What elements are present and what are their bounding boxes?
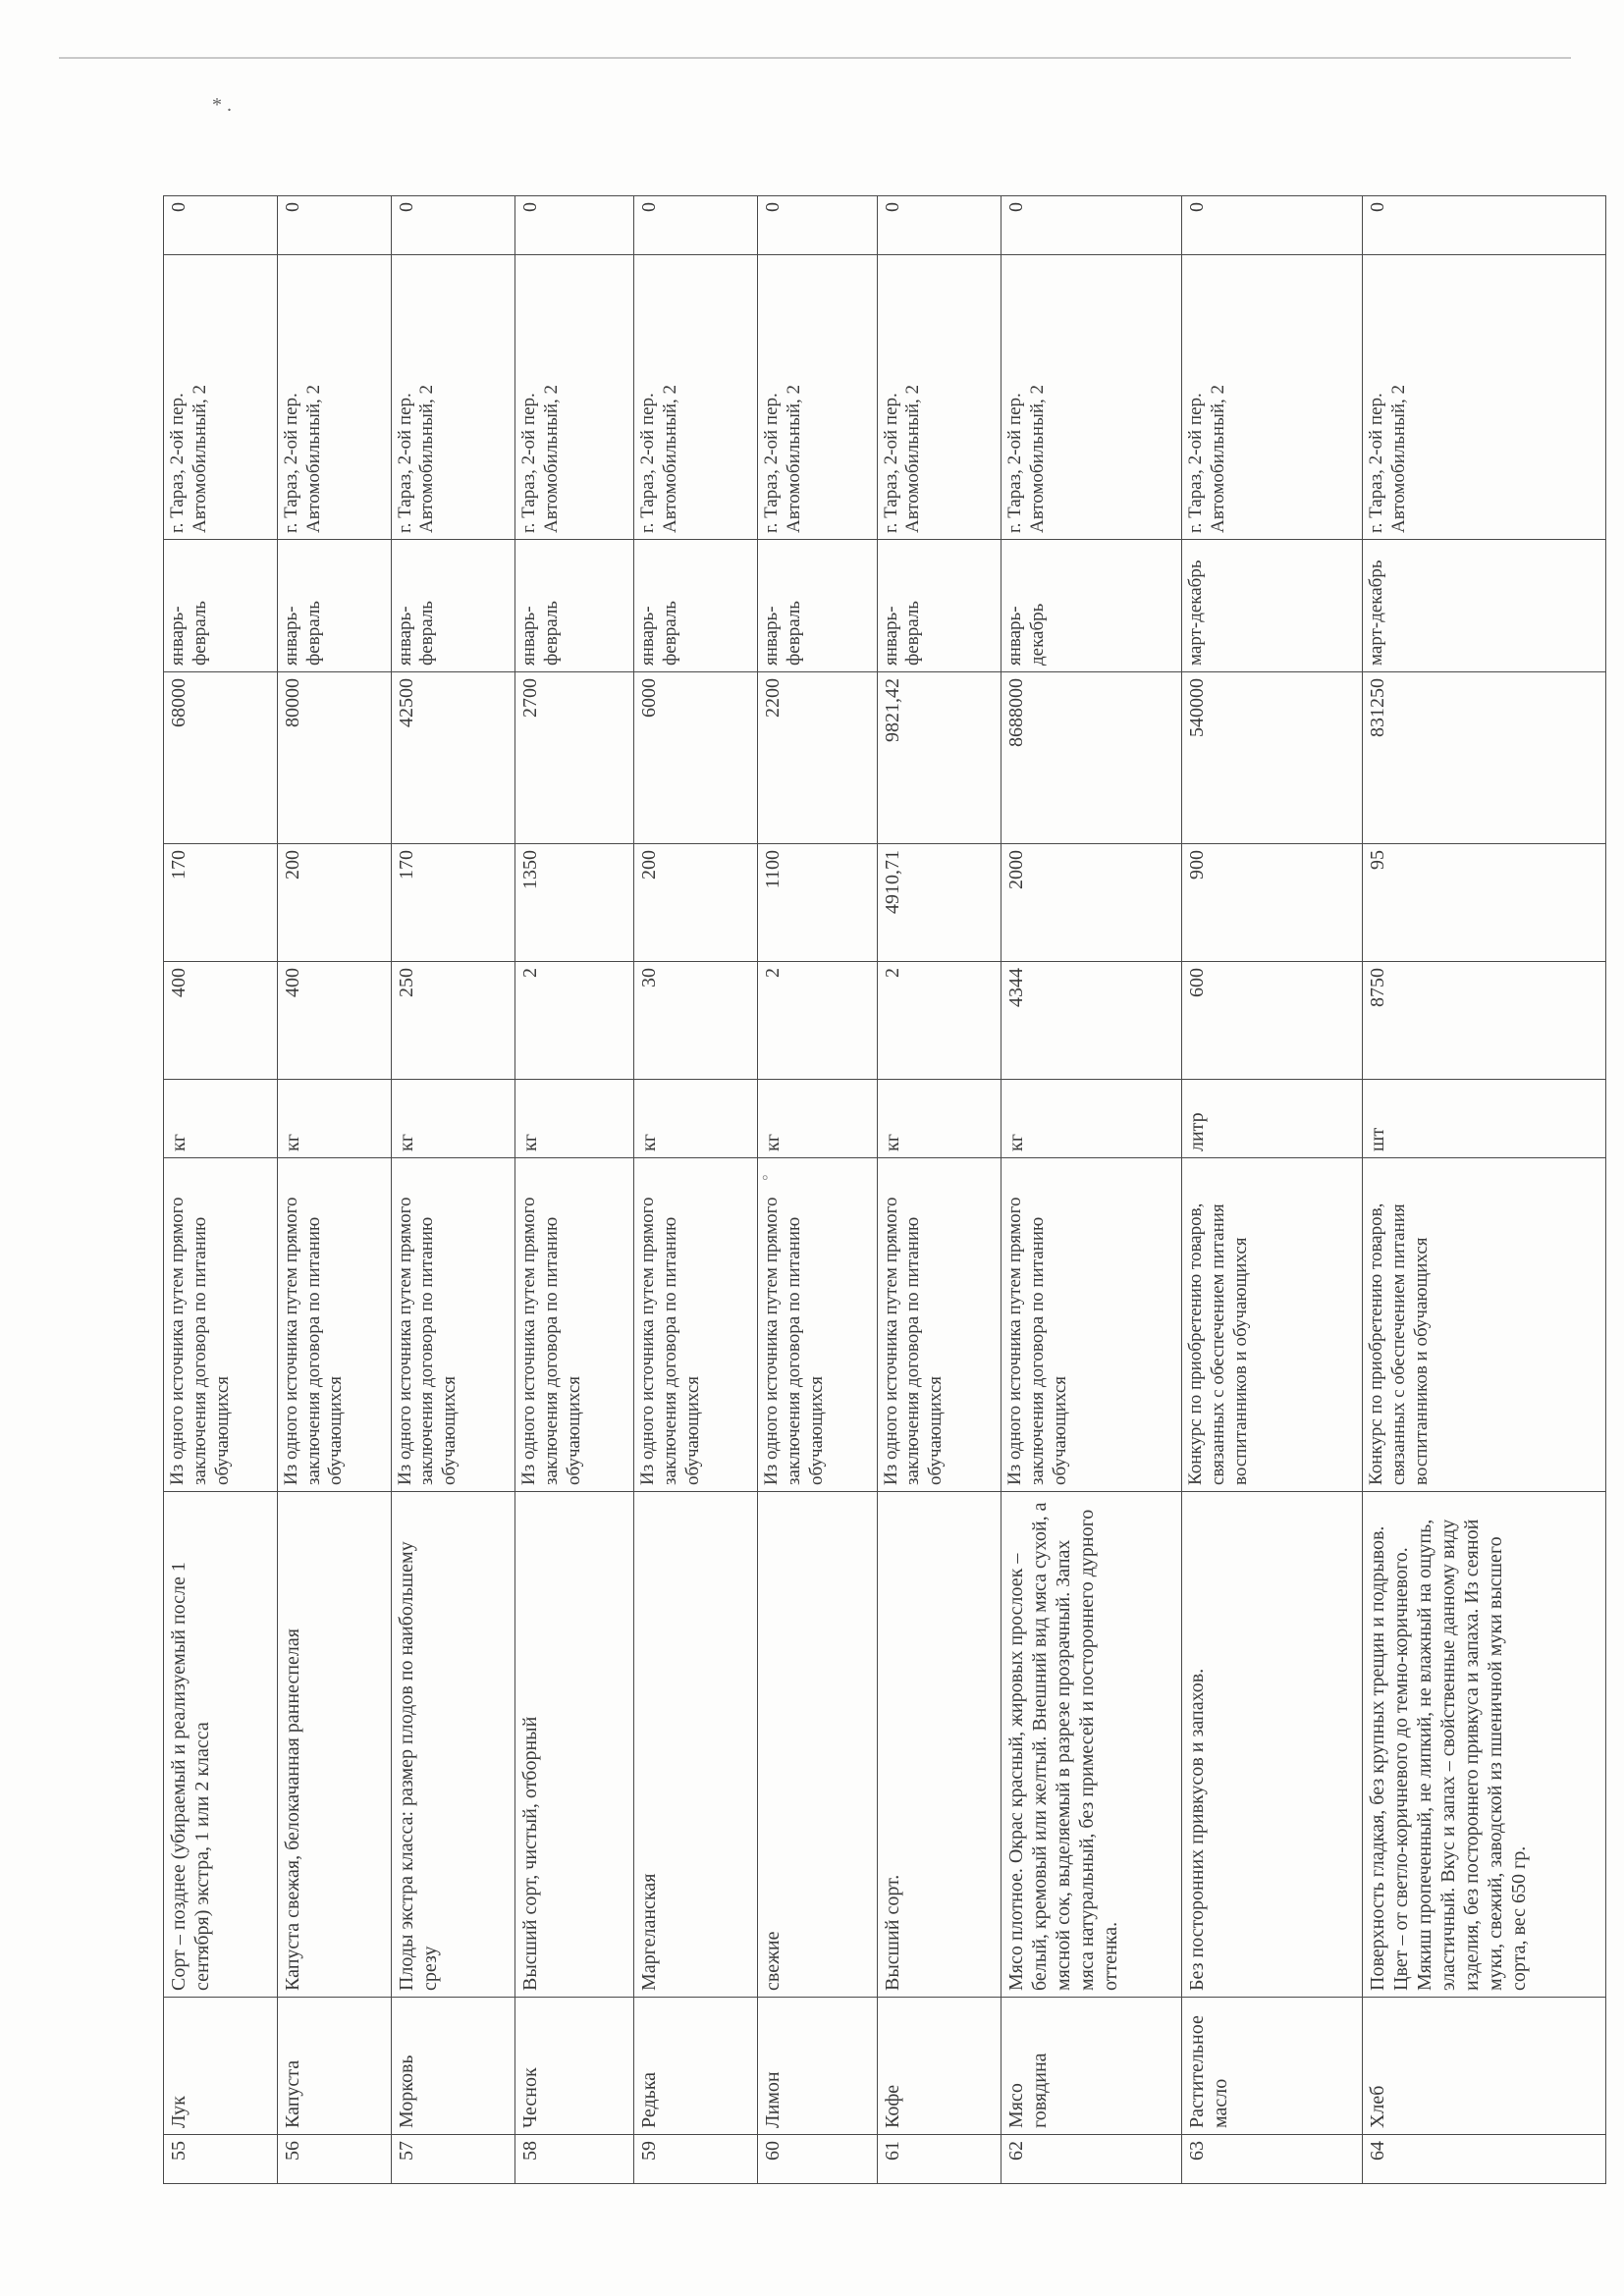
table-row xyxy=(877,196,1001,2184)
unit-price-cell: 900 xyxy=(1182,844,1363,962)
advance-payment-cell: 0 xyxy=(164,196,278,255)
delivery-place-cell: г. Тараз, 2-ой пер. Автомобильный, 2 xyxy=(1182,255,1363,540)
total-amount-cell: 8688000 xyxy=(1001,672,1181,844)
row-number-cell: 57 xyxy=(391,2135,514,2184)
advance-payment-cell: 0 xyxy=(634,196,758,255)
unit-price-cell: 1100 xyxy=(758,844,877,962)
unit-of-measure-cell: кг xyxy=(164,1080,278,1158)
product-name-cell: Хлеб xyxy=(1363,1998,1606,2135)
unit-of-measure-cell: кг xyxy=(634,1080,758,1158)
scan-speck: * . xyxy=(212,94,232,116)
quantity-cell: 8750 xyxy=(1363,962,1606,1080)
total-amount-cell: 80000 xyxy=(277,672,391,844)
advance-payment-cell: 0 xyxy=(758,196,877,255)
product-description-cell: Мясо плотное. Окрас красный, жировых прослоек – белый, кремовый или желтый. Внешний вид мяса сухой, а мясной сок, выделяемый в разрезе прозрачный. Запах мяса натуральный, без примесей и постороннего дурного оттенка. xyxy=(1001,1492,1181,1998)
product-name-cell: Мясо говядина xyxy=(1001,1998,1181,2135)
advance-payment-cell: 0 xyxy=(1001,196,1181,255)
product-description-cell: Высший сорт, чистый, отборный xyxy=(515,1492,634,1998)
procurement-method-cell: Из одного источника путем прямого заключения договора по питанию обучающихся xyxy=(758,1158,877,1492)
table-row xyxy=(391,196,514,2184)
product-description-cell: Высший сорт. xyxy=(877,1492,1001,1998)
total-amount-cell: 2700 xyxy=(515,672,634,844)
row-number-cell: 60 xyxy=(758,2135,877,2184)
product-description-cell: Маргеланская xyxy=(634,1492,758,1998)
total-amount-cell: 540000 xyxy=(1182,672,1363,844)
quantity-cell: 2 xyxy=(877,962,1001,1080)
delivery-place-cell: г. Тараз, 2-ой пер. Автомобильный, 2 xyxy=(277,255,391,540)
table-row xyxy=(164,196,278,2184)
product-description-cell: Капуста свежая, белокачанная раннеспелая xyxy=(277,1492,391,1998)
advance-payment-cell: 0 xyxy=(515,196,634,255)
procurement-method-cell: Из одного источника путем прямого заключения договора по питанию обучающихся xyxy=(164,1158,278,1492)
delivery-period-cell: январь-февраль xyxy=(391,540,514,672)
product-name-cell: Растительное масло xyxy=(1182,1998,1363,2135)
row-number-cell: 64 xyxy=(1363,2135,1606,2184)
delivery-place-cell: г. Тараз, 2-ой пер. Автомобильный, 2 xyxy=(391,255,514,540)
product-name-cell: Лук xyxy=(164,1998,278,2135)
quantity-cell: 600 xyxy=(1182,962,1363,1080)
advance-payment-cell: 0 xyxy=(277,196,391,255)
table-row xyxy=(758,196,877,2184)
delivery-period-cell: январь-февраль xyxy=(634,540,758,672)
unit-price-cell: 170 xyxy=(391,844,514,962)
procurement-table xyxy=(163,195,1606,2184)
delivery-period-cell: январь-февраль xyxy=(515,540,634,672)
advance-payment-cell: 0 xyxy=(391,196,514,255)
delivery-period-cell: март-декабрь xyxy=(1363,540,1606,672)
delivery-period-cell: январь-февраль xyxy=(758,540,877,672)
table-body xyxy=(164,196,1606,2184)
table-row xyxy=(1363,196,1606,2184)
total-amount-cell: 68000 xyxy=(164,672,278,844)
product-description-cell: Плоды экстра класса: размер плодов по наибольшему срезу xyxy=(391,1492,514,1998)
unit-of-measure-cell: кг xyxy=(515,1080,634,1158)
quantity-cell: 2 xyxy=(758,962,877,1080)
product-name-cell: Чеснок xyxy=(515,1998,634,2135)
unit-of-measure-cell: кг xyxy=(277,1080,391,1158)
unit-price-cell: 170 xyxy=(164,844,278,962)
row-number-cell: 59 xyxy=(634,2135,758,2184)
delivery-place-cell: г. Тараз, 2-ой пер. Автомобильный, 2 xyxy=(758,255,877,540)
quantity-cell: 400 xyxy=(164,962,278,1080)
delivery-place-cell: г. Тараз, 2-ой пер. Автомобильный, 2 xyxy=(634,255,758,540)
scan-speck: ° xyxy=(762,1173,769,1190)
delivery-place-cell: г. Тараз, 2-ой пер. Автомобильный, 2 xyxy=(1363,255,1606,540)
row-number-cell: 56 xyxy=(277,2135,391,2184)
quantity-cell: 30 xyxy=(634,962,758,1080)
quantity-cell: 250 xyxy=(391,962,514,1080)
product-description-cell: Поверхность гладкая, без крупных трещин и подрывов. Цвет – от светло-коричневого до темно-коричневого. Мякиш пропеченный, не липкий, не влажный на ощупь, эластичный. Вкус и запах – свойственные данному виду изделия, без постороннего привкуса и запаха. Из сеяной муки, свежий, заводской из пшеничной муки высшего сорта, вес 650 гр. xyxy=(1363,1492,1606,1998)
quantity-cell: 400 xyxy=(277,962,391,1080)
delivery-period-cell: январь-февраль xyxy=(164,540,278,672)
total-amount-cell: 6000 xyxy=(634,672,758,844)
quantity-cell: 2 xyxy=(515,962,634,1080)
row-number-cell: 62 xyxy=(1001,2135,1181,2184)
delivery-place-cell: г. Тараз, 2-ой пер. Автомобильный, 2 xyxy=(1001,255,1181,540)
scan-top-edge xyxy=(59,57,1571,59)
unit-of-measure-cell: шт xyxy=(1363,1080,1606,1158)
procurement-method-cell: Из одного источника путем прямого заключения договора по питанию обучающихся xyxy=(1001,1158,1181,1492)
row-number-cell: 58 xyxy=(515,2135,634,2184)
total-amount-cell: 9821,42 xyxy=(877,672,1001,844)
delivery-period-cell: март-декабрь xyxy=(1182,540,1363,672)
product-name-cell: Лимон xyxy=(758,1998,877,2135)
table-row xyxy=(277,196,391,2184)
total-amount-cell: 42500 xyxy=(391,672,514,844)
total-amount-cell: 831250 xyxy=(1363,672,1606,844)
delivery-place-cell: г. Тараз, 2-ой пер. Автомобильный, 2 xyxy=(515,255,634,540)
quantity-cell: 4344 xyxy=(1001,962,1181,1080)
unit-of-measure-cell: кг xyxy=(877,1080,1001,1158)
row-number-cell: 61 xyxy=(877,2135,1001,2184)
procurement-method-cell: Из одного источника путем прямого заключения договора по питанию обучающихся xyxy=(515,1158,634,1492)
table-row xyxy=(515,196,634,2184)
table-row xyxy=(1182,196,1363,2184)
product-description-cell: свежие xyxy=(758,1492,877,1998)
procurement-method-cell: Конкурс по приобретению товаров, связанных с обеспечением питания воспитанников и обучающихся xyxy=(1363,1158,1606,1492)
advance-payment-cell: 0 xyxy=(877,196,1001,255)
delivery-period-cell: январь-декабрь xyxy=(1001,540,1181,672)
unit-of-measure-cell: литр xyxy=(1182,1080,1363,1158)
table-row xyxy=(1001,196,1181,2184)
unit-price-cell: 1350 xyxy=(515,844,634,962)
procurement-method-cell: Из одного источника путем прямого заключения договора по питанию обучающихся xyxy=(634,1158,758,1492)
procurement-method-cell: Конкурс по приобретению товаров, связанных с обеспечением питания воспитанников и обучающихся xyxy=(1182,1158,1363,1492)
delivery-period-cell: январь-февраль xyxy=(877,540,1001,672)
product-name-cell: Капуста xyxy=(277,1998,391,2135)
row-number-cell: 63 xyxy=(1182,2135,1363,2184)
unit-of-measure-cell: кг xyxy=(758,1080,877,1158)
unit-price-cell: 200 xyxy=(634,844,758,962)
total-amount-cell: 2200 xyxy=(758,672,877,844)
advance-payment-cell: 0 xyxy=(1363,196,1606,255)
unit-price-cell: 2000 xyxy=(1001,844,1181,962)
delivery-place-cell: г. Тараз, 2-ой пер. Автомобильный, 2 xyxy=(877,255,1001,540)
procurement-method-cell: Из одного источника путем прямого заключения договора по питанию обучающихся xyxy=(277,1158,391,1492)
procurement-method-cell: Из одного источника путем прямого заключения договора по питанию обучающихся xyxy=(877,1158,1001,1492)
table-row xyxy=(634,196,758,2184)
unit-price-cell: 200 xyxy=(277,844,391,962)
product-name-cell: Морковь xyxy=(391,1998,514,2135)
unit-of-measure-cell: кг xyxy=(1001,1080,1181,1158)
unit-price-cell: 95 xyxy=(1363,844,1606,962)
product-name-cell: Кофе xyxy=(877,1998,1001,2135)
unit-of-measure-cell: кг xyxy=(391,1080,514,1158)
rotated-page xyxy=(163,196,1606,2184)
row-number-cell: 55 xyxy=(164,2135,278,2184)
product-name-cell: Редька xyxy=(634,1998,758,2135)
product-description-cell: Сорт – позднее (убираемый и реализуемый после 1 сентября) экстра, 1 или 2 класса xyxy=(164,1492,278,1998)
unit-price-cell: 4910,71 xyxy=(877,844,1001,962)
procurement-method-cell: Из одного источника путем прямого заключения договора по питанию обучающихся xyxy=(391,1158,514,1492)
advance-payment-cell: 0 xyxy=(1182,196,1363,255)
delivery-period-cell: январь-февраль xyxy=(277,540,391,672)
product-description-cell: Без посторонних привкусов и запахов. xyxy=(1182,1492,1363,1998)
delivery-place-cell: г. Тараз, 2-ой пер. Автомобильный, 2 xyxy=(164,255,278,540)
